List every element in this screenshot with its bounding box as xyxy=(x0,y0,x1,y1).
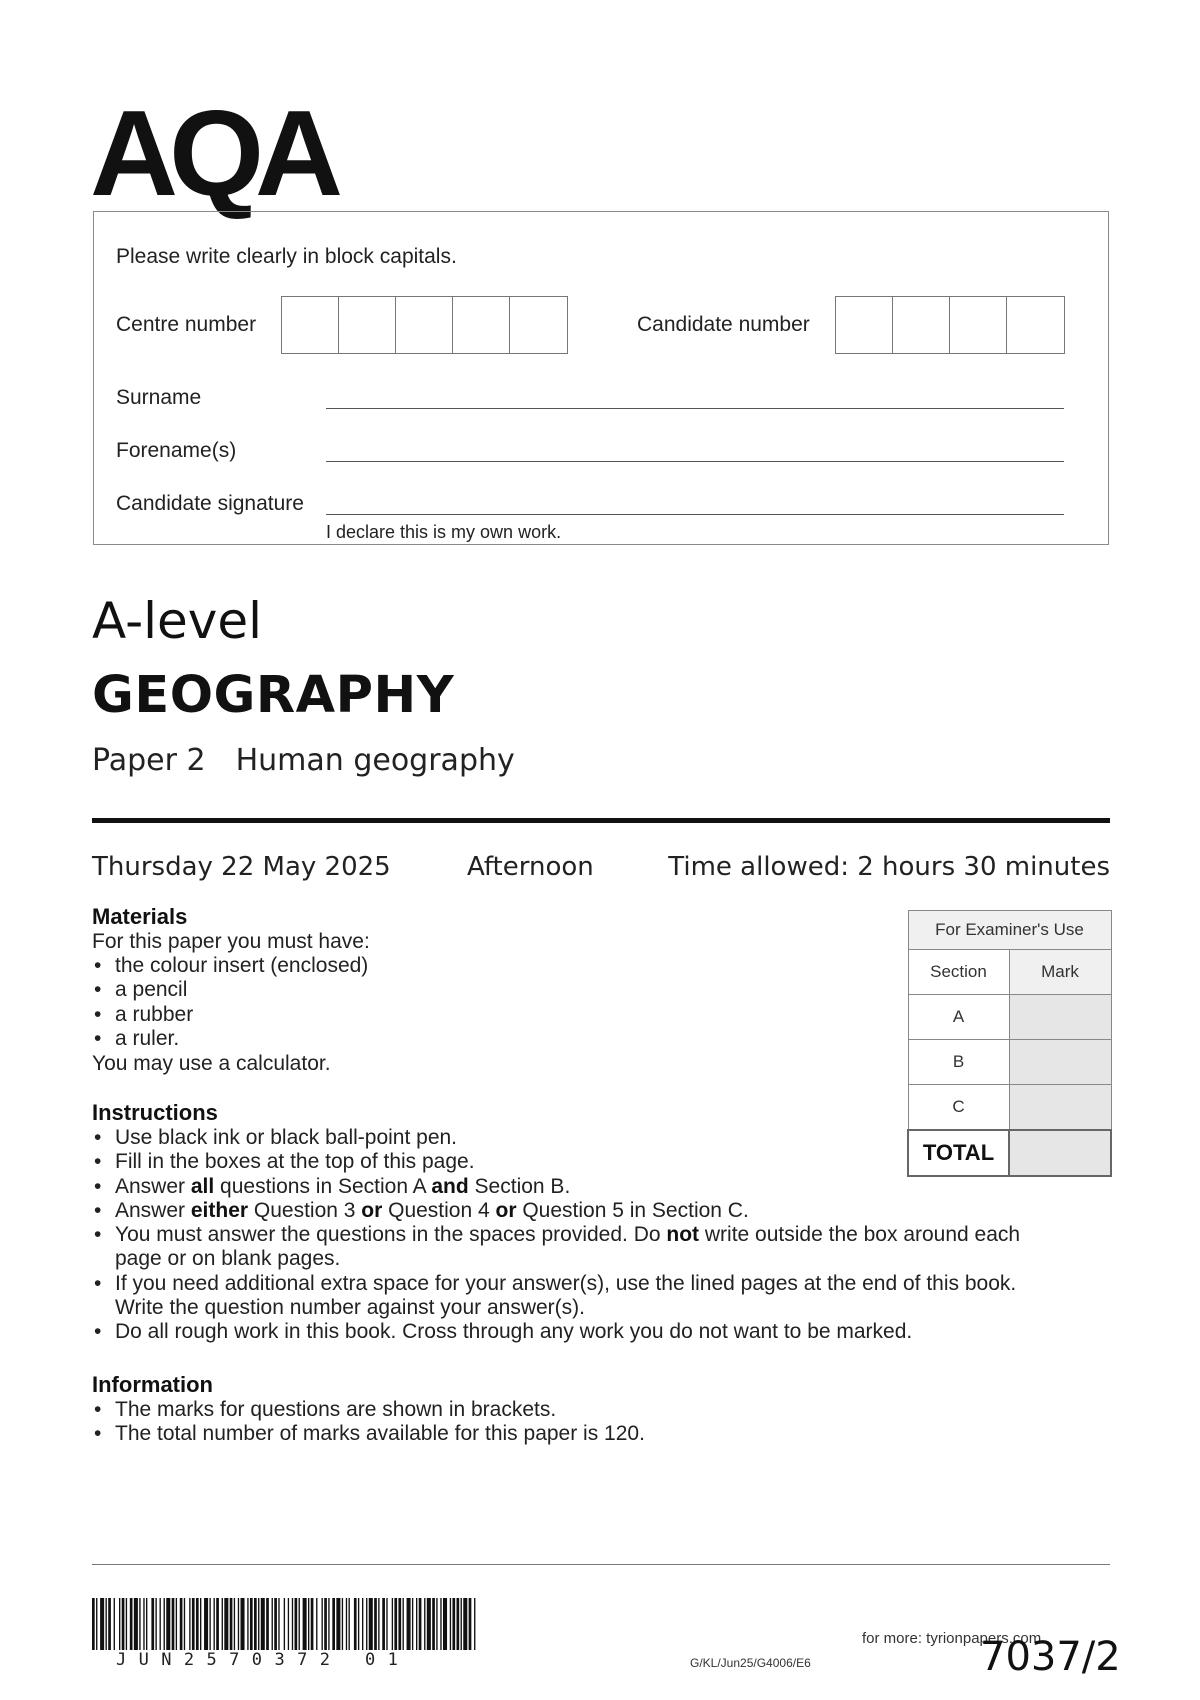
block-capitals-instruction: Please write clearly in block capitals. xyxy=(116,245,457,268)
mark-cell xyxy=(1009,1040,1111,1085)
time-allowed: Time allowed: 2 hours 30 minutes xyxy=(668,852,1110,882)
subject-title: GEOGRAPHY xyxy=(92,666,455,725)
materials-intro: For this paper you must have: xyxy=(92,930,370,953)
barcode-bar xyxy=(432,1598,435,1650)
paper-title: Human geography xyxy=(235,743,515,778)
total-label: TOTAL xyxy=(908,1130,1009,1176)
barcode-bar xyxy=(427,1598,431,1650)
barcode-bar xyxy=(151,1598,154,1650)
centre-digit-box[interactable] xyxy=(339,297,396,353)
barcode-bar xyxy=(139,1598,140,1650)
candidate-number-boxes[interactable] xyxy=(835,296,1065,354)
information-heading: Information xyxy=(92,1372,213,1397)
barcode-bar xyxy=(164,1598,165,1650)
barcode-bar xyxy=(172,1598,175,1650)
centre-digit-box[interactable] xyxy=(396,297,453,353)
aqa-logo: AQA xyxy=(90,85,335,221)
barcode-bar xyxy=(222,1598,223,1650)
barcode-bar xyxy=(436,1598,437,1650)
barcode-bar xyxy=(311,1598,314,1650)
barcode-bar xyxy=(261,1598,265,1650)
centre-number-label: Centre number xyxy=(116,313,257,336)
examiner-use-table xyxy=(907,910,1112,1177)
barcode-bar xyxy=(299,1598,300,1650)
calculator-note: You may use a calculator. xyxy=(92,1052,331,1075)
section-label: C xyxy=(908,1085,1009,1131)
barcode-bar xyxy=(308,1598,309,1650)
barcode-bar xyxy=(386,1598,387,1650)
qualification-level: A-level xyxy=(92,592,263,650)
centre-digit-box[interactable] xyxy=(282,297,339,353)
barcode-bar xyxy=(295,1598,298,1650)
list-item: • Answer all questions in Section A and Section B. xyxy=(92,1175,1020,1199)
barcode-bar xyxy=(204,1598,208,1650)
barcode-bar xyxy=(272,1598,273,1650)
barcode-bar xyxy=(407,1598,411,1650)
barcode-bar xyxy=(469,1598,472,1650)
instructions-heading: Instructions xyxy=(92,1100,218,1125)
centre-digit-box[interactable] xyxy=(453,297,510,353)
barcode-bar xyxy=(200,1598,201,1650)
barcode-bar xyxy=(96,1598,97,1650)
barcode-bar xyxy=(324,1598,327,1650)
list-item: • Do all rough work in this book. Cross through any work you do not want to be marked. xyxy=(92,1320,1020,1344)
barcode-bar xyxy=(346,1598,347,1650)
barcode-bar xyxy=(155,1598,156,1650)
barcode-bar xyxy=(254,1598,257,1650)
barcode-bar xyxy=(209,1598,210,1650)
paper-heading xyxy=(92,743,545,778)
barcode-bar xyxy=(362,1598,363,1650)
barcode-bar xyxy=(450,1598,451,1650)
barcode-bar xyxy=(332,1598,335,1650)
barcode-bar xyxy=(274,1598,277,1650)
total-mark-cell xyxy=(1009,1130,1111,1176)
mark-cell xyxy=(1009,995,1111,1040)
section-column-header: Section xyxy=(908,950,1009,995)
barcode-bar xyxy=(196,1598,199,1650)
information-list xyxy=(92,1398,645,1447)
barcode-bar xyxy=(126,1598,127,1650)
section-label: B xyxy=(908,1040,1009,1085)
table-row xyxy=(908,995,1111,1040)
barcode-bar xyxy=(452,1598,455,1650)
barcode-bar xyxy=(241,1598,245,1650)
barcode-bar xyxy=(230,1598,233,1650)
barcode-bar xyxy=(394,1598,397,1650)
barcode-bar xyxy=(160,1598,161,1650)
section-label: A xyxy=(908,995,1009,1040)
barcode-bar xyxy=(106,1598,107,1650)
barcode-bar xyxy=(443,1598,447,1650)
barcode-bar xyxy=(354,1598,357,1650)
barcode-bar xyxy=(130,1598,133,1650)
barcode-bar xyxy=(374,1598,377,1650)
barcode-bar xyxy=(216,1598,219,1650)
barcode-bar xyxy=(234,1598,235,1650)
exam-date: Thursday 22 May 2025 xyxy=(92,852,391,882)
centre-number-boxes[interactable] xyxy=(281,296,568,354)
barcode-bar xyxy=(303,1598,307,1650)
barcode-bar xyxy=(266,1598,269,1650)
list-item: • The marks for questions are shown in brackets. xyxy=(92,1398,645,1422)
barcode-bar xyxy=(122,1598,125,1650)
signature-field[interactable] xyxy=(326,514,1064,515)
list-item: • Answer either Question 3 or Question 4 or Question 5 in Section C. xyxy=(92,1199,1020,1223)
barcode xyxy=(92,1598,476,1650)
barcode-bar xyxy=(328,1598,329,1650)
surname-field[interactable] xyxy=(326,408,1064,409)
barcode-bar xyxy=(250,1598,253,1650)
barcode-bar xyxy=(292,1598,293,1650)
table-row xyxy=(908,1085,1111,1131)
examiner-table-title: For Examiner's Use xyxy=(908,911,1111,950)
barcode-bar xyxy=(176,1598,177,1650)
barcode-bar xyxy=(403,1598,404,1650)
barcode-bar xyxy=(416,1598,417,1650)
barcode-bar xyxy=(424,1598,425,1650)
barcode-bar xyxy=(288,1598,289,1650)
barcode-bar xyxy=(322,1598,323,1650)
list-item: • a rubber xyxy=(92,1003,368,1027)
mark-column-header: Mark xyxy=(1009,950,1111,995)
barcode-bar xyxy=(342,1598,343,1650)
candidate-details-box xyxy=(93,211,1109,545)
barcode-bar xyxy=(316,1598,317,1650)
barcode-bar xyxy=(119,1598,120,1650)
instructions-list xyxy=(92,1126,1020,1345)
list-item: • Use black ink or black ball-point pen. xyxy=(92,1126,1020,1150)
centre-digit-box[interactable] xyxy=(510,297,567,353)
barcode-bar xyxy=(284,1598,285,1650)
barcode-bar xyxy=(143,1598,144,1650)
watermark-text: for more: tyrionpapers.com xyxy=(862,1630,1042,1647)
barcode-bar xyxy=(463,1598,467,1650)
barcode-bar xyxy=(146,1598,147,1650)
barcode-bar xyxy=(369,1598,373,1650)
barcode-bar xyxy=(398,1598,401,1650)
barcode-bar xyxy=(392,1598,393,1650)
barcode-bar xyxy=(189,1598,190,1650)
barcode-bar xyxy=(192,1598,195,1650)
barcode-bar xyxy=(358,1598,359,1650)
barcode-bar xyxy=(214,1598,215,1650)
reference-code: G/KL/Jun25/G4006/E6 xyxy=(690,1656,811,1670)
barcode-bar xyxy=(366,1598,367,1650)
barcode-bar xyxy=(100,1598,104,1650)
barcode-bar xyxy=(134,1598,138,1650)
total-row xyxy=(908,1130,1111,1176)
barcode-bar xyxy=(419,1598,422,1650)
barcode-bar xyxy=(461,1598,462,1650)
signature-label: Candidate signature xyxy=(116,492,304,515)
materials-list xyxy=(92,954,368,1051)
list-item: • You must answer the questions in the spaces provided. Do not write outside the box around each page or on blank pages. xyxy=(92,1223,1020,1272)
paper-code: 7037/2 xyxy=(980,1634,1121,1680)
candidate-digit-box[interactable] xyxy=(950,297,1007,353)
barcode-bar xyxy=(108,1598,111,1650)
barcode-digits: JUN2570372 01 xyxy=(116,1650,411,1670)
barcode-bar xyxy=(247,1598,248,1650)
barcode-bar xyxy=(382,1598,385,1650)
barcode-bar xyxy=(180,1598,183,1650)
paper-number: Paper 2 xyxy=(92,743,206,778)
list-item: • Fill in the boxes at the top of this page. xyxy=(92,1150,1020,1174)
barcode-bar xyxy=(184,1598,185,1650)
barcode-bar xyxy=(278,1598,279,1650)
materials-heading: Materials xyxy=(92,904,188,929)
forename-field[interactable] xyxy=(326,461,1064,462)
barcode-bar xyxy=(166,1598,170,1650)
list-item: • the colour insert (enclosed) xyxy=(92,954,368,978)
list-item: • a pencil xyxy=(92,978,368,1002)
barcode-bar xyxy=(258,1598,259,1650)
barcode-bar xyxy=(92,1598,95,1650)
list-item: • If you need additional extra space for your answer(s), use the lined pages at the end of this book. Write the question number against your answer(s). xyxy=(92,1272,1020,1321)
barcode-bar xyxy=(412,1598,413,1650)
barcode-bar xyxy=(474,1598,475,1650)
barcode-bar xyxy=(336,1598,340,1650)
barcode-bar xyxy=(224,1598,228,1650)
candidate-digit-box[interactable] xyxy=(1007,297,1064,353)
table-row xyxy=(908,1040,1111,1085)
list-item: • a ruler. xyxy=(92,1027,368,1051)
list-item: • The total number of marks available for this paper is 120. xyxy=(92,1422,645,1446)
declaration-text: I declare this is my own work. xyxy=(326,522,562,542)
candidate-digit-box[interactable] xyxy=(836,297,893,353)
footer-divider xyxy=(92,1564,1110,1565)
header-divider xyxy=(92,818,1110,823)
barcode-bar xyxy=(238,1598,239,1650)
barcode-bar xyxy=(378,1598,379,1650)
barcode-bar xyxy=(349,1598,350,1650)
surname-label: Surname xyxy=(116,386,202,409)
barcode-bar xyxy=(114,1598,115,1650)
exam-session: Afternoon xyxy=(467,852,594,882)
candidate-digit-box[interactable] xyxy=(893,297,950,353)
barcode-bar xyxy=(440,1598,441,1650)
candidate-number-label: Candidate number xyxy=(637,313,810,336)
forename-label: Forename(s) xyxy=(116,439,237,462)
mark-cell xyxy=(1009,1085,1111,1131)
barcode-bar xyxy=(457,1598,460,1650)
